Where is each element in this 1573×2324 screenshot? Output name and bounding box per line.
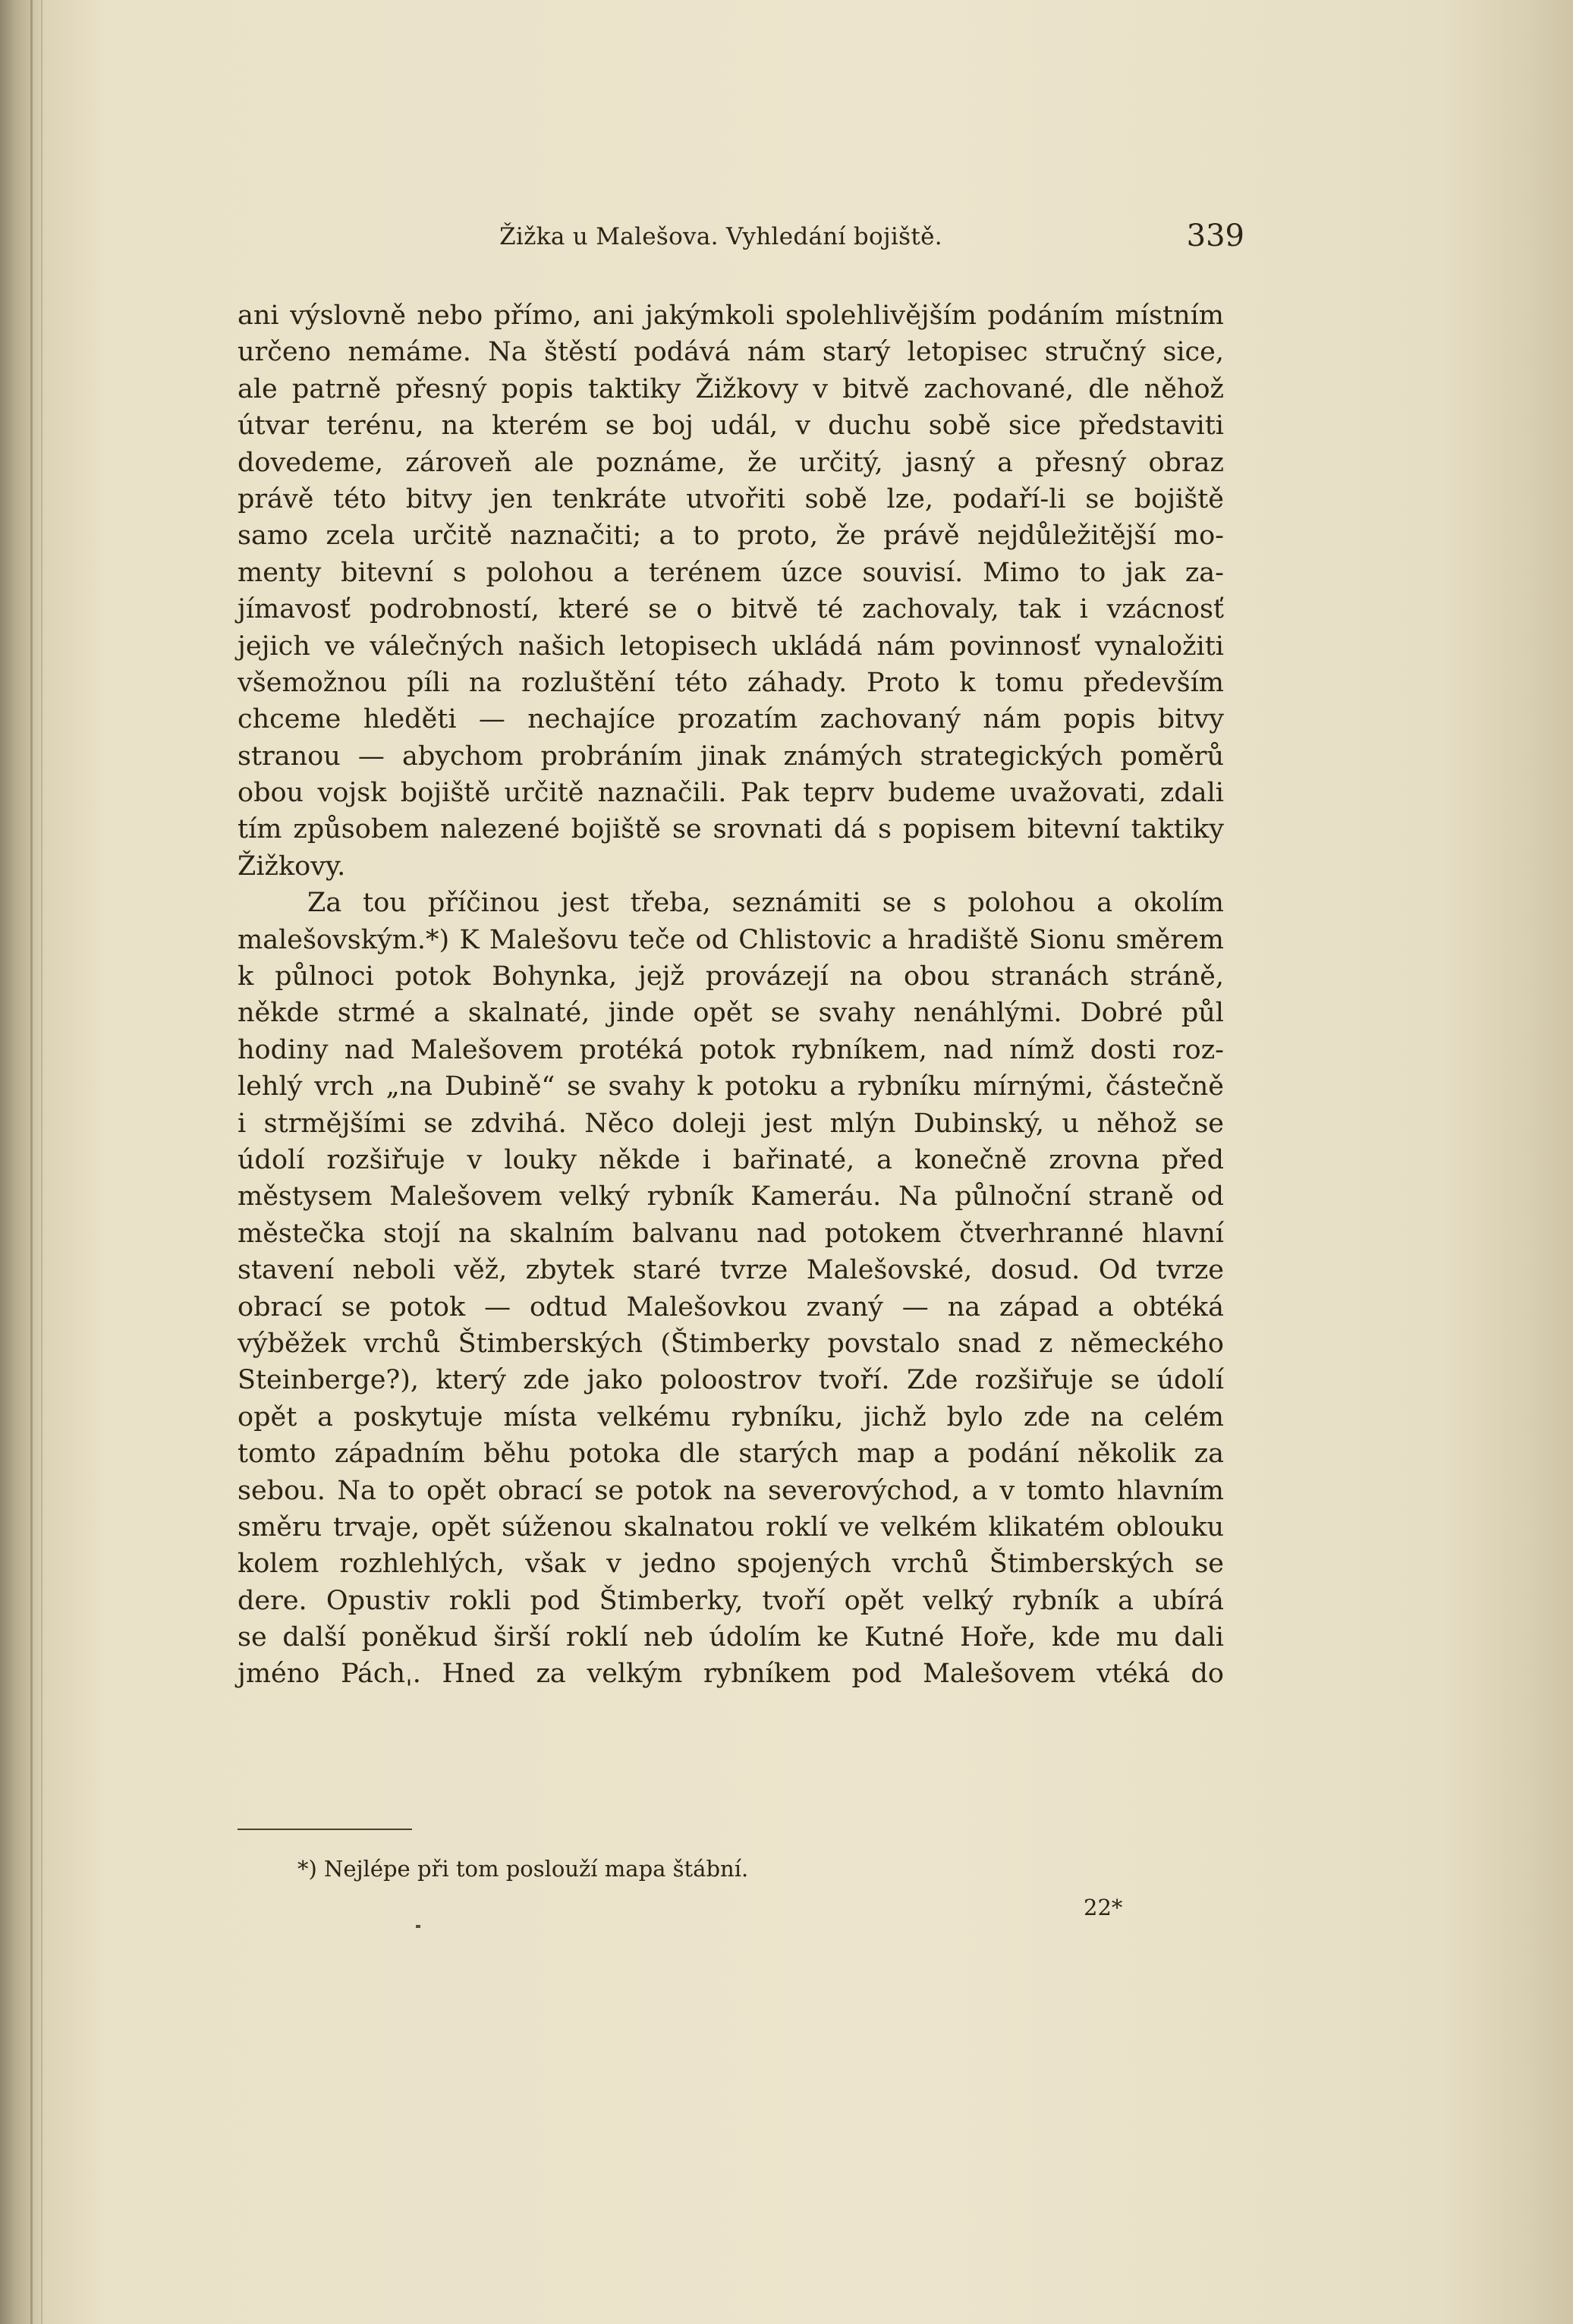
text-line: tomto západním běhu potoka dle starých map a podání několik za	[238, 1439, 1224, 1470]
text-line: k půlnoci potok Bohynka, jejž provázejí na obou stranách stráně,	[238, 961, 1224, 992]
text-line: i strmějšími se zdvihá. Něco doleji jest mlýn Dubinský, u něhož se	[238, 1108, 1224, 1139]
text-line: městysem Malešovem velký rybník Kameráu. Na půlnoční straně od	[238, 1181, 1224, 1212]
text-line: malešovským.*) K Malešovu teče od Chlistovic a hradiště Sionu směrem	[238, 924, 1224, 955]
text-line: kolem rozhlehlých, však v jedno spojených vrchů Štimberských se	[238, 1549, 1224, 1580]
text-line: městečka stojí na skalním balvanu nad potokem čtverhranné hlavní	[238, 1218, 1224, 1249]
text-line: právě této bitvy jen tenkráte utvořiti sobě lze, podaří-li se bojiště	[238, 483, 1224, 514]
text-line: určeno nemáme. Na štěstí podává nám starý letopisec stručný sice,	[238, 337, 1224, 368]
text-line: jímavosť podrobností, které se o bitvě té zachovaly, tak i vzácnosť	[238, 594, 1224, 625]
text-line: lehlý vrch „na Dubině“ se svahy k potoku a rybníku mírnými, částečně	[238, 1071, 1224, 1102]
text-line: dere. Opustiv rokli pod Štimberky, tvoří opět velký rybník a ubírá	[238, 1585, 1224, 1616]
text-line: jméno Páchˌ. Hned za velkým rybníkem pod Malešovem vtéká do	[238, 1659, 1224, 1690]
text-line: směru trvaje, opět súženou skalnatou roklí ve velkém klikatém oblouku	[238, 1511, 1224, 1543]
text-line: obrací se potok — odtud Malešovkou zvaný — na západ a obtéká	[238, 1291, 1224, 1322]
text-line: hodiny nad Malešovem protéká potok rybníkem, nad nímž dosti roz-	[238, 1034, 1224, 1065]
footnote: *) Nejlépe při tom poslouží mapa štábní.	[297, 1856, 749, 1882]
text-line: tím způsobem nalezené bojiště se srovnati dá s popisem bitevní taktiky	[238, 814, 1224, 845]
page-number: 339	[1186, 219, 1244, 253]
text-line: opět a poskytuje místa velkému rybníku, jichž bylo zde na celém	[238, 1401, 1224, 1432]
body-text	[238, 297, 1224, 1693]
text-line: stavení neboli věž, zbytek staré tvrze Malešovské, dosud. Od tvrze	[238, 1255, 1224, 1286]
text-line: jejich ve válečných našich letopisech ukládá nám povinnosť vynaložiti	[238, 631, 1224, 662]
ink-speck	[416, 1925, 420, 1928]
paragraph-1	[238, 297, 1224, 885]
text-line: Žižkovy.	[238, 851, 346, 882]
running-head	[228, 219, 1244, 261]
text-line: ani výslovně nebo přímo, ani jakýmkoli spolehlivějším podáním místním	[238, 300, 1224, 331]
text-line: se další poněkud širší roklí neb údolím ke Kutné Hoře, kde mu dali	[238, 1622, 1224, 1653]
text-line: někde strmé a skalnaté, jinde opět se svahy nenáhlými. Dobré půl	[238, 998, 1224, 1029]
text-line: údolí rozšiřuje v louky někde i bařinaté, a konečně zrovna před	[238, 1144, 1224, 1175]
binding-shadow-inner	[41, 0, 42, 2324]
footnote-rule	[238, 1829, 412, 1830]
text-line: výběžek vrchů Štimberských (Štimberky povstalo snad z německého	[238, 1328, 1224, 1359]
text-line: samo zcela určitě naznačiti; a to proto, že právě nejdůležitější mo-	[238, 520, 1224, 552]
paragraph-2	[238, 885, 1224, 1693]
text-line: sebou. Na to opět obrací se potok na severovýchod, a v tomto hlavním	[238, 1475, 1224, 1506]
text-line: všemožnou píli na rozluštění této záhady. Proto k tomu především	[238, 667, 1224, 698]
running-title: Žižka u Malešova. Vyhledání bojiště.	[499, 223, 942, 250]
text-line: dovedeme, zároveň ale poznáme, že určitý, jasný a přesný obraz	[238, 447, 1224, 478]
text-line: stranou — abychom probráním jinak známých strategických poměrů	[238, 741, 1224, 772]
text-line: útvar terénu, na kterém se boj udál, v duchu sobě sice představiti	[238, 410, 1224, 442]
text-line: Za tou příčinou jest třeba, seznámiti se s polohou a okolím	[307, 888, 1224, 919]
text-line: obou vojsk bojiště určitě naznačili. Pak teprv budeme uvažovati, zdali	[238, 778, 1224, 809]
text-line: chceme hleděti — nechajíce prozatím zachovaný nám popis bitvy	[238, 704, 1224, 735]
text-line: Steinberge?), který zde jako poloostrov tvoří. Zde rozšiřuje se údolí	[238, 1365, 1224, 1396]
binding-shadow	[30, 0, 33, 2324]
text-line: ale patrně přesný popis taktiky Žižkovy v bitvě zachované, dle něhož	[238, 373, 1224, 404]
text-line: menty bitevní s polohou a terénem úzce souvisí. Mimo to jak za-	[238, 557, 1224, 588]
printer-signature-mark: 22*	[1084, 1895, 1123, 1920]
